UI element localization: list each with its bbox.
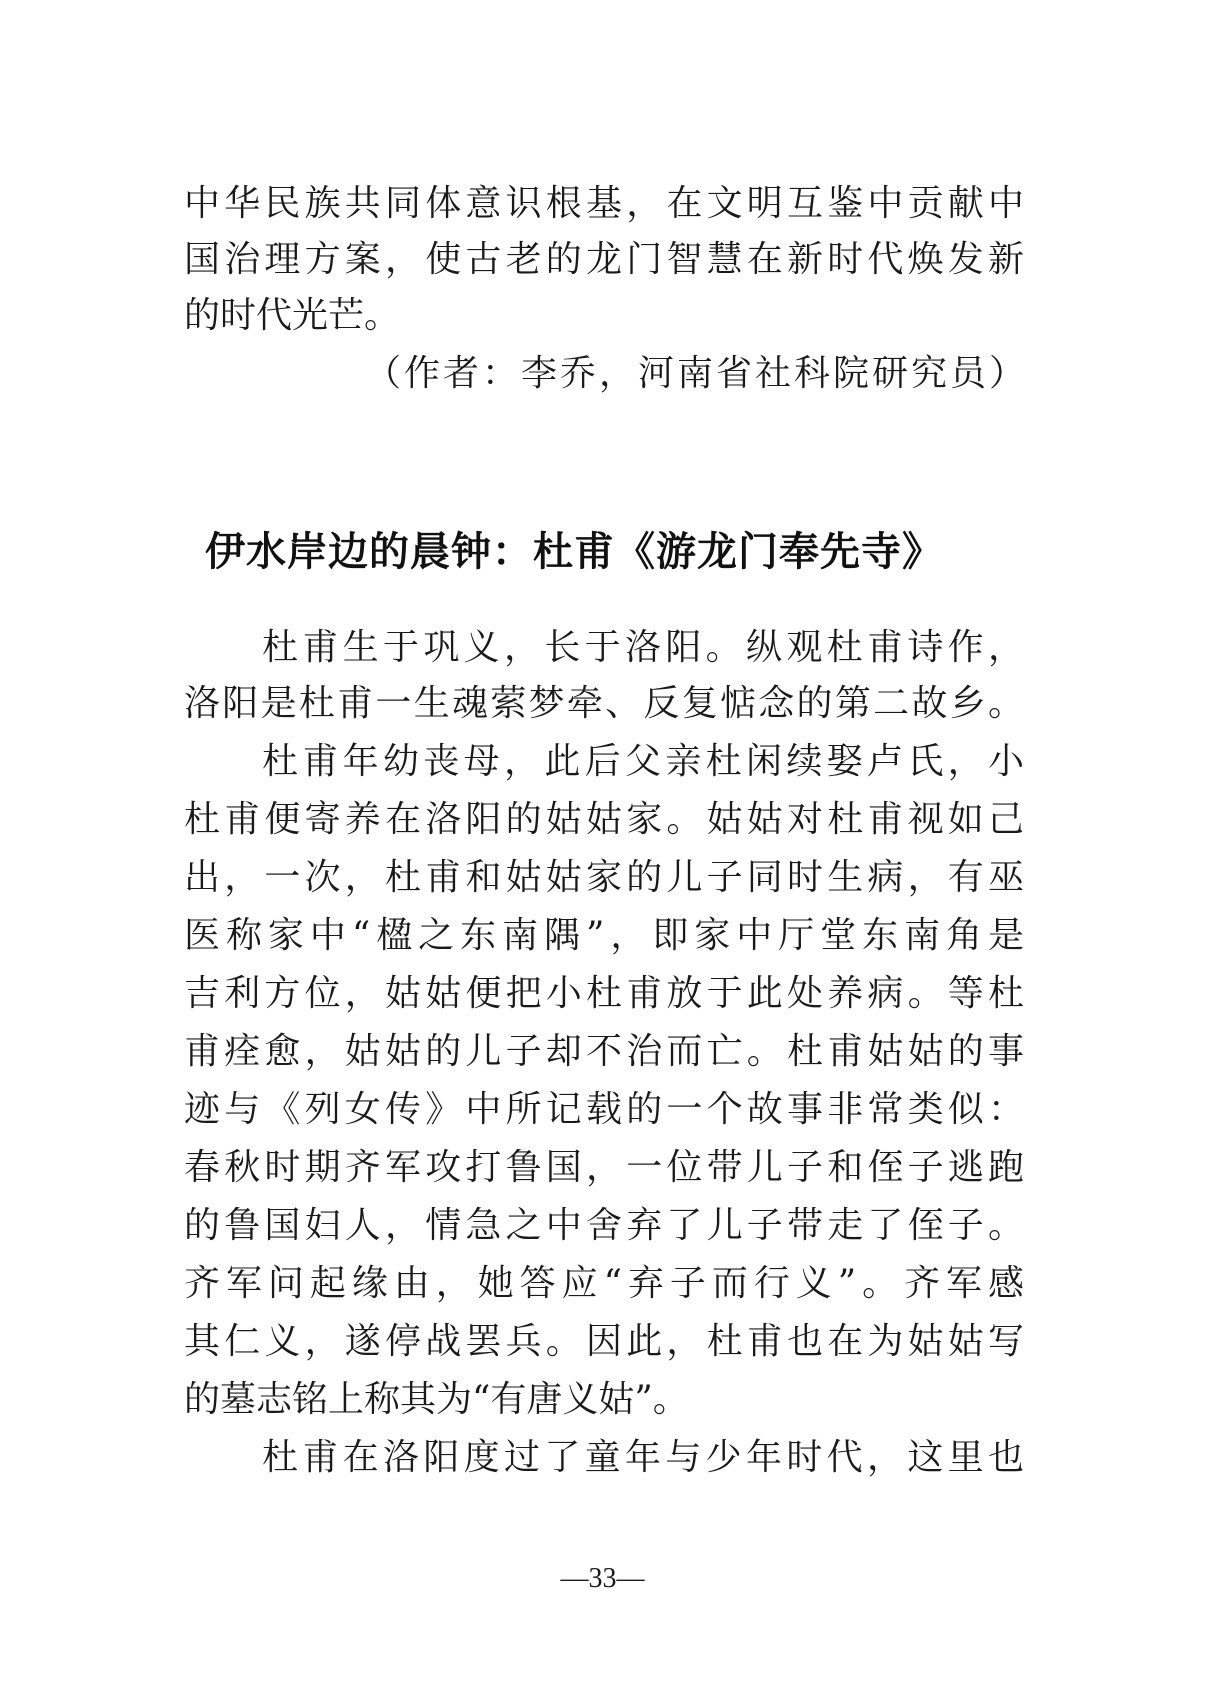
body-text-line: 医称家中“楹之东南隅”，即家中厅堂东南角是 — [184, 915, 1024, 956]
body-text-line: 出，一次，杜甫和姑姑家的儿子同时生病，有巫 — [184, 857, 1024, 898]
body-text-line: 春秋时期齐军攻打鲁国，一位带儿子和侄子逃跑 — [184, 1147, 1024, 1188]
body-text-line: 中华民族共同体意识根基，在文明互鉴中贡献中 — [184, 183, 1024, 224]
body-text-line: 的鲁国妇人，情急之中舍弃了儿子带走了侄子。 — [184, 1205, 1024, 1246]
body-text-line: 齐军问起缘由，她答应“弃子而行义”。齐军感 — [184, 1263, 1024, 1304]
body-text-line: 甫痊愈，姑姑的儿子却不治而亡。杜甫姑姑的事 — [184, 1031, 1024, 1072]
page-number: —33— — [560, 1563, 645, 1594]
body-text-line: 吉利方位，姑姑便把小杜甫放于此处养病。等杜 — [184, 973, 1024, 1014]
body-text-line: 的时代光芒。 — [184, 295, 401, 336]
author-byline: （作者：李乔，河南省社科院研究员） — [365, 353, 1025, 394]
body-text-line: 杜甫生于巩义，长于洛阳。纵观杜甫诗作， — [262, 627, 1024, 668]
body-text-line: 的墓志铭上称其为“有唐义姑”。 — [184, 1379, 689, 1420]
body-text-line: 其仁义，遂停战罢兵。因此，杜甫也在为姑姑写 — [184, 1321, 1024, 1362]
body-text-line: 杜甫便寄养在洛阳的姑姑家。姑姑对杜甫视如己 — [184, 799, 1024, 840]
body-text-line: 迹与《列女传》中所记载的一个故事非常类似： — [184, 1089, 1024, 1130]
body-text-line: 国治理方案，使古老的龙门智慧在新时代焕发新 — [184, 239, 1024, 280]
body-text-line: 杜甫年幼丧母，此后父亲杜闲续娶卢氏，小 — [262, 741, 1024, 782]
article-title: 伊水岸边的晨钟：杜甫《游龙门奉先寺》 — [205, 528, 943, 575]
body-text-line: 洛阳是杜甫一生魂萦梦牵、反复惦念的第二故乡。 — [184, 683, 1024, 724]
body-text-line: 杜甫在洛阳度过了童年与少年时代，这里也 — [262, 1437, 1024, 1478]
